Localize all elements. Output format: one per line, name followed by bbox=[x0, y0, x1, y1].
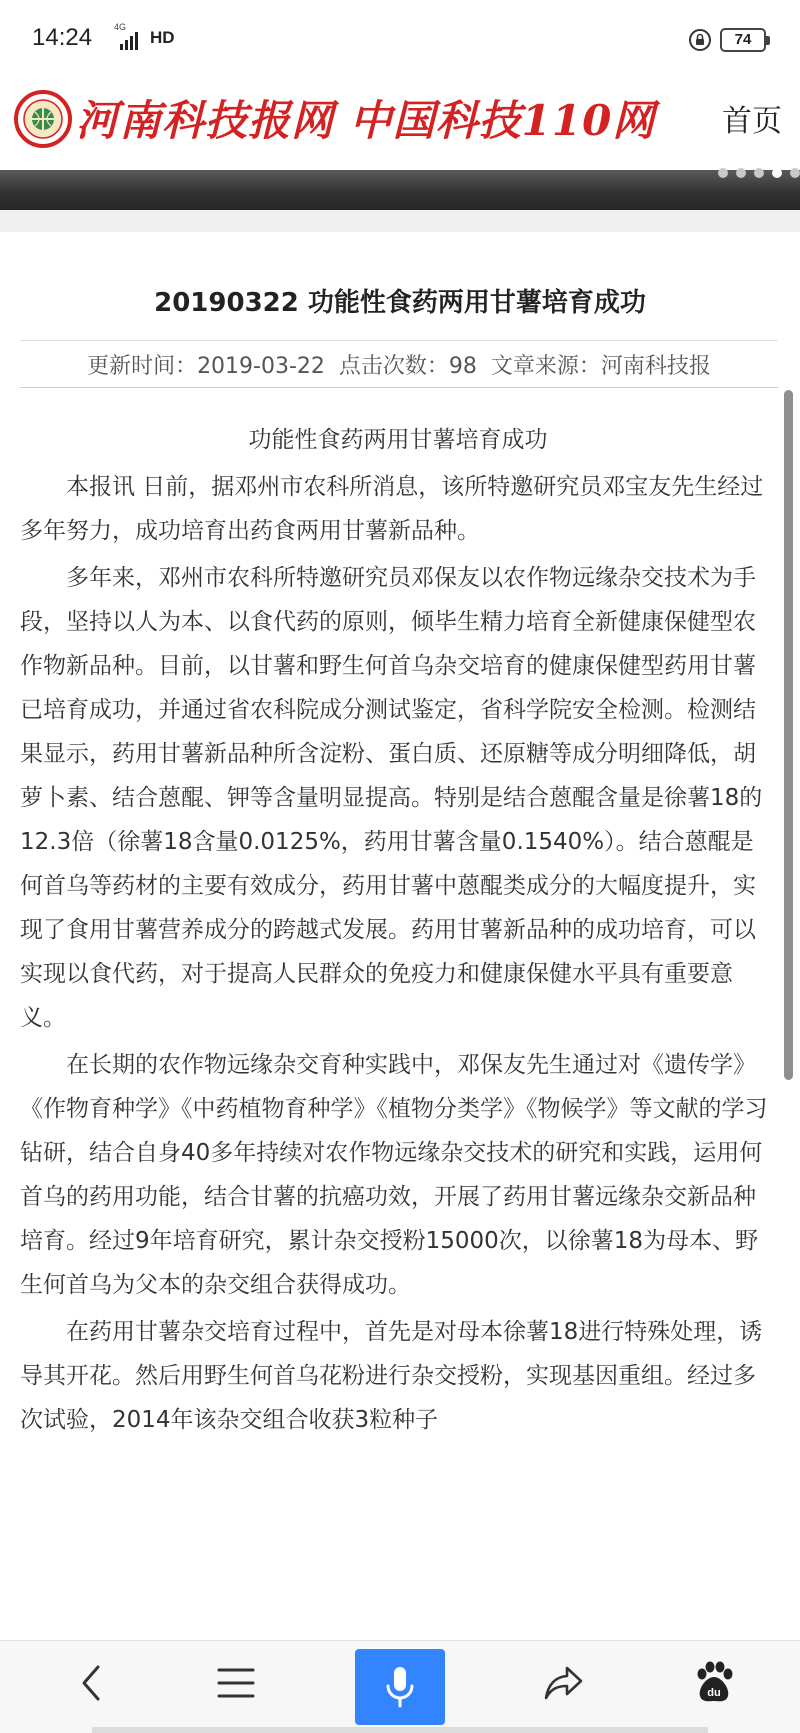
home-link[interactable]: 首页 bbox=[722, 104, 782, 139]
browser-toolbar bbox=[0, 1640, 800, 1733]
network-type: 4G bbox=[114, 22, 127, 32]
paragraph: 在药用甘薯杂交培育过程中，首先是对母本徐薯18进行特殊处理，诱导其开花。然后用野生何首乌花粉进行杂交授粉，实现基因重组。经过多次试验，2014年该杂交组合收获3粒种子 bbox=[20, 1319, 763, 1433]
section-divider bbox=[0, 210, 800, 232]
menu-icon bbox=[217, 1666, 255, 1700]
baidu-button[interactable] bbox=[674, 1653, 754, 1713]
share-button[interactable] bbox=[524, 1653, 604, 1713]
baidu-paw-icon bbox=[692, 1661, 736, 1705]
slider-dot[interactable] bbox=[790, 168, 800, 178]
gesture-bar bbox=[92, 1727, 708, 1733]
baidu-du-label: du bbox=[707, 1687, 721, 1699]
article-source: 文章来源：河南科技报 bbox=[490, 353, 711, 379]
click-count: 点击次数：98 bbox=[338, 353, 477, 379]
paragraph: 在长期的农作物远缘杂交育种实践中，邓保友先生通过对《遗传学》《作物育种学》《中药植物育种学》《植物分类学》《物候学》等文献的学习钻研，结合自身40多年持续对农作物远缘杂交技术的研究和实践，运用何首乌的药用功能，结合甘薯的抗癌功效，开展了药用甘薯远缘杂交新品种培育。经过9年培育研究，累计杂交授粉15000次，以徐薯18为母本、野生何首乌为父本的杂交组合获得成功。 bbox=[20, 1052, 768, 1298]
paragraph: 多年来，邓州市农科所特邀研究员邓保友以农作物远缘杂交技术为手段，坚持以人为本、以食代药的原则，倾毕生精力培育全新健康保健型农作物新品种。目前，以甘薯和野生何首乌杂交培育的健康保健型药用甘薯已培育成功，并通过省农科院成分测试鉴定，省科学院安全检测。检测结果显示，药用甘薯新品种所含淀粉、蛋白质、还原糖等成分明细降低，胡萝卜素、结合蒽醌、钾等含量明显提高。特别是结合蒽醌含量是徐薯18的12.3倍（徐薯18含量0.0125%，药用甘薯含量0.1540%）。结合蒽醌是何首乌等药材的主要有效成分，药用甘薯中蒽醌类成分的大幅度提升，实现了食用甘薯营养成分的跨越式发展。药用甘薯新品种的成功培育，可以实现以食代药，对于提高人民群众的免疫力和健康保健水平具有重要意义。 bbox=[20, 565, 763, 1031]
update-time: 更新时间：2019-03-22 bbox=[87, 353, 325, 379]
voice-search-button[interactable] bbox=[355, 1649, 445, 1725]
article-meta bbox=[20, 340, 778, 388]
site-name[interactable]: 河南科技报网 中国科技110网 bbox=[76, 96, 656, 145]
site-header bbox=[0, 66, 800, 170]
menu-button[interactable] bbox=[196, 1653, 276, 1713]
paragraph: 本报讯 日前，据邓州市农科所消息，该所特邀研究员邓宝友先生经过多年努力，成功培育出药食两用甘薯新品种。 bbox=[20, 474, 764, 544]
article-subtitle: 功能性食药两用甘薯培育成功 bbox=[248, 427, 548, 453]
banner-slider[interactable] bbox=[0, 170, 800, 210]
hd-indicator: HD bbox=[150, 28, 175, 47]
slider-dot[interactable] bbox=[736, 168, 746, 178]
slider-dot[interactable] bbox=[718, 168, 728, 178]
status-bar bbox=[0, 0, 800, 66]
article-title: 20190322 功能性食药两用甘薯培育成功 bbox=[154, 288, 646, 318]
scrollbar[interactable] bbox=[784, 390, 793, 1080]
signal-icon bbox=[120, 30, 142, 50]
slider-dot[interactable] bbox=[754, 168, 764, 178]
share-icon bbox=[543, 1664, 585, 1702]
battery-level: 74 bbox=[720, 28, 766, 52]
rotation-lock-icon bbox=[688, 28, 712, 52]
slider-dot-active[interactable] bbox=[772, 168, 782, 178]
slider-dots bbox=[718, 170, 800, 178]
status-time: 14:24 bbox=[32, 24, 93, 51]
chevron-left-icon bbox=[76, 1663, 108, 1703]
back-button[interactable] bbox=[52, 1653, 132, 1713]
site-logo-icon[interactable] bbox=[14, 90, 72, 148]
article-body bbox=[20, 418, 776, 1640]
microphone-icon bbox=[383, 1664, 417, 1710]
